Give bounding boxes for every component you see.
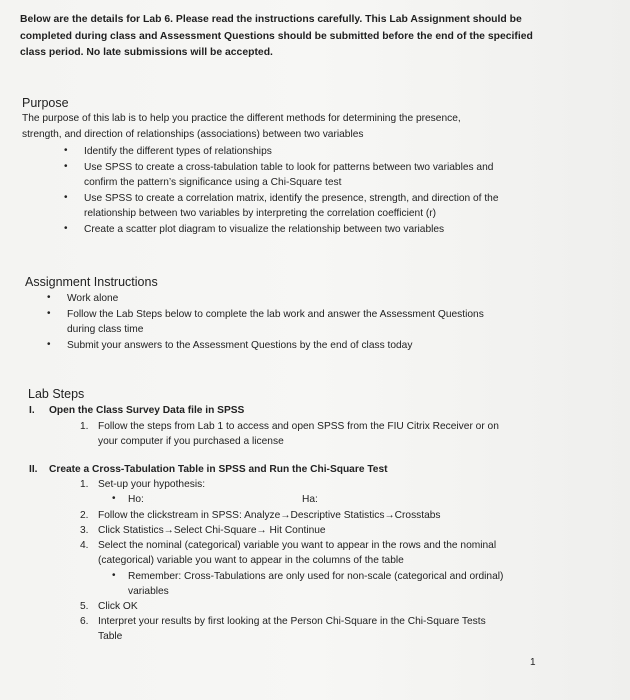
purpose-bullet-3: Use SPSS to create a correlation matrix, identify the presence, strength, and direction of the bbox=[84, 193, 499, 204]
purpose-line-2: strength, and direction of relationships (associations) between two variables bbox=[22, 129, 364, 140]
bullet-icon: • bbox=[47, 308, 51, 319]
assignment-bullet-3: Submit your answers to the Assessment Questions by the end of class today bbox=[67, 340, 413, 351]
step-2-numeral: II. bbox=[29, 464, 38, 475]
step-1-1-text: Follow the steps from Lab 1 to access and open SPSS from the FIU Citrix Receiver or on bbox=[98, 421, 499, 432]
bullet-icon: • bbox=[112, 570, 116, 581]
step-2-2-text: Follow the clickstream in SPSS: Analyze→Descriptive Statistics→Crosstabs bbox=[98, 510, 441, 521]
bullet-icon: • bbox=[64, 223, 68, 234]
bullet-icon: • bbox=[64, 161, 68, 172]
bullet-icon: • bbox=[47, 339, 51, 350]
purpose-bullet-4: Create a scatter plot diagram to visualize the relationship between two variables bbox=[84, 224, 445, 235]
step-1-title: Open the Class Survey Data file in SPSS bbox=[49, 405, 245, 416]
step-2-5-number: 5. bbox=[80, 601, 89, 612]
purpose-line-1: The purpose of this lab is to help you practice the different methods for determining the presence, bbox=[22, 113, 461, 124]
step-2-4-text: Select the nominal (categorical) variable you want to appear in the rows and the nominal bbox=[98, 540, 497, 551]
bullet-icon: • bbox=[64, 192, 68, 203]
purpose-bullet-3-cont: relationship between two variables by interpreting the correlation coefficient (r) bbox=[84, 208, 437, 219]
step-2-title: Create a Cross-Tabulation Table in SPSS and Run the Chi-Square Test bbox=[49, 464, 388, 475]
lab-steps-heading: Lab Steps bbox=[28, 387, 85, 401]
step-2-6-number: 6. bbox=[80, 616, 89, 627]
hypothesis-ha: Ha: bbox=[302, 494, 318, 505]
step-2-6-text-cont: Table bbox=[98, 631, 123, 642]
step-2-1-text: Set-up your hypothesis: bbox=[98, 479, 206, 490]
purpose-bullet-2: Use SPSS to create a cross-tabulation table to look for patterns between two variables and bbox=[84, 162, 494, 173]
step-2-4-number: 4. bbox=[80, 540, 89, 551]
bullet-icon: • bbox=[112, 493, 116, 504]
step-1-1-number: 1. bbox=[80, 421, 89, 432]
page-number: 1 bbox=[530, 657, 536, 668]
bullet-icon: • bbox=[64, 145, 68, 156]
step-2-5-text: Click OK bbox=[98, 601, 138, 612]
step-2-1-number: 1. bbox=[80, 479, 89, 490]
step-2-4-text-cont: (categorical) variable you want to appear in the columns of the table bbox=[98, 555, 404, 566]
step-2-3-text: Click Statistics→Select Chi-Square→ Hit Continue bbox=[98, 525, 326, 536]
purpose-heading: Purpose bbox=[22, 96, 69, 110]
purpose-bullet-1: Identify the different types of relationships bbox=[84, 146, 272, 157]
step-2-2-number: 2. bbox=[80, 510, 89, 521]
assignment-bullet-2-cont: during class time bbox=[67, 324, 144, 335]
hypothesis-ho: Ho: bbox=[128, 494, 144, 505]
purpose-bullet-2-cont: confirm the pattern’s significance using a Chi-Square test bbox=[84, 177, 342, 188]
step-1-1-text-cont: your computer if you purchased a license bbox=[98, 436, 284, 447]
step-1-numeral: I. bbox=[29, 405, 35, 416]
assignment-heading: Assignment Instructions bbox=[25, 275, 158, 289]
step-2-3-number: 3. bbox=[80, 525, 89, 536]
step-2-6-text: Interpret your results by first looking at the Person Chi-Square in the Chi-Square Tests bbox=[98, 616, 486, 627]
intro-paragraph: Below are the details for Lab 6. Please read the instructions carefully. This Lab Assignment should be completed during class and Assessment Questions should be submitted before the end of the specified class period. No late submissions will be accepted. bbox=[20, 14, 533, 58]
remember-note-cont: variables bbox=[128, 586, 169, 597]
assignment-bullet-2: Follow the Lab Steps below to complete the lab work and answer the Assessment Questions bbox=[67, 309, 484, 320]
bullet-icon: • bbox=[47, 292, 51, 303]
remember-note: Remember: Cross-Tabulations are only used for non-scale (categorical and ordinal) bbox=[128, 571, 504, 582]
assignment-bullet-1: Work alone bbox=[67, 293, 119, 304]
